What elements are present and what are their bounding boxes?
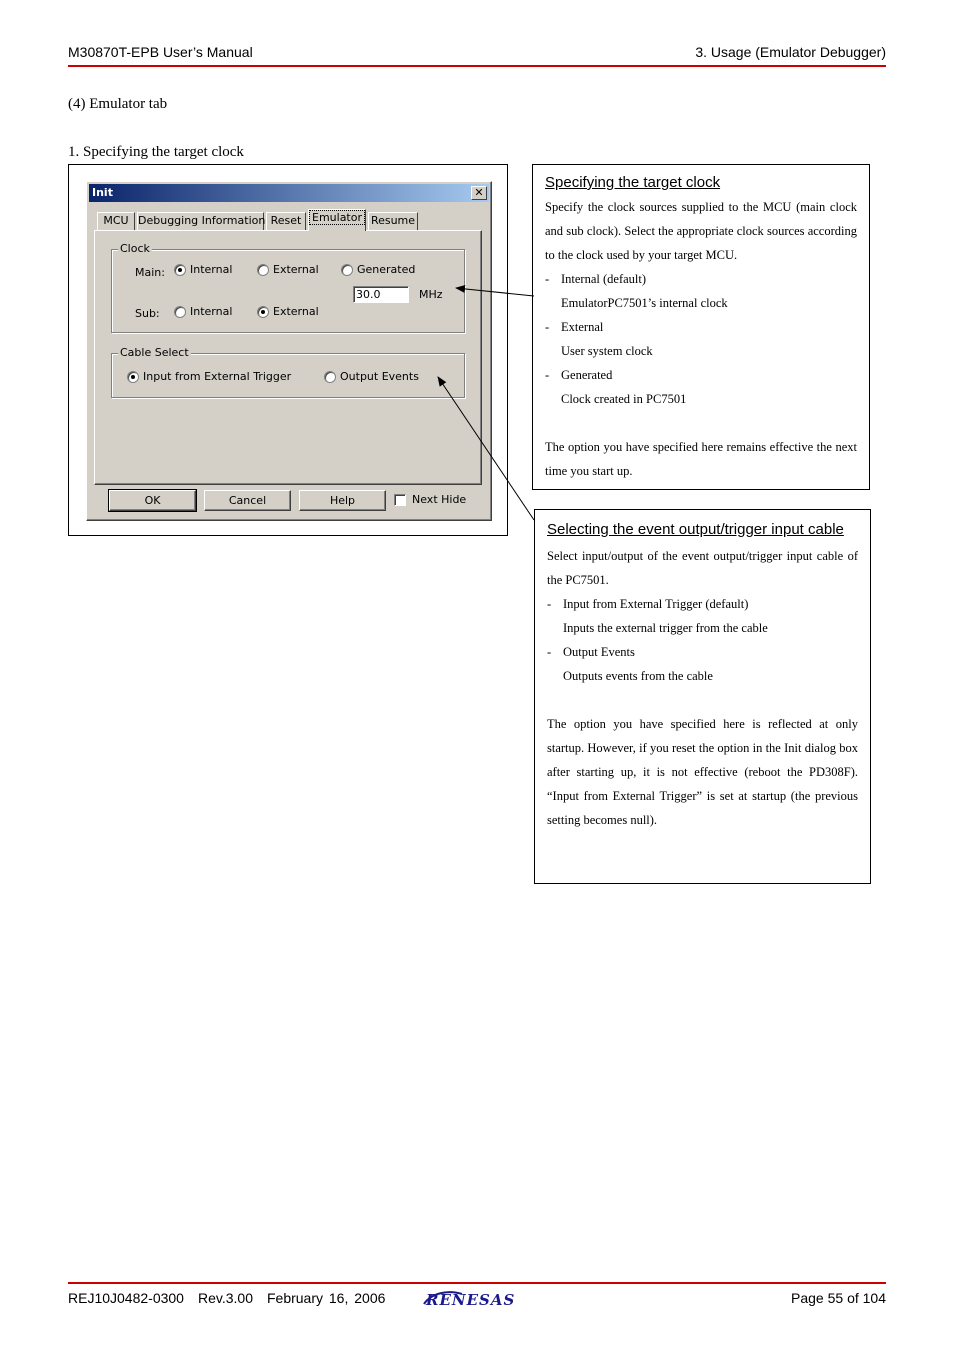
callout-clock-note: The option you have specified here remains effective the next time you start up. <box>545 440 857 478</box>
callout-cable-note: The option you have specified here is reflected at only startup. However, if you reset the option in the Init dialog box after starting up, it is not effective (reboot the PD308F). “Input from External Trigger” is set at startup (the previous setting becomes null). <box>547 717 858 827</box>
next-hide-label: Next Hide <box>412 493 467 506</box>
cable-item-output: Output Events <box>563 645 635 659</box>
list-item: - Input from External Trigger (default) <box>547 597 749 611</box>
frequency-unit-label: MHz <box>419 288 443 301</box>
clock-item-internal-desc: EmulatorPC7501’s internal clock <box>561 296 728 310</box>
header-chapter-title: 3. Usage (Emulator Debugger) <box>695 44 886 60</box>
logo-text: RENESAS <box>426 1291 516 1309</box>
renesas-logo <box>422 1288 534 1310</box>
main-clock-label: Main: <box>135 266 165 279</box>
ok-button[interactable]: OK <box>109 490 196 511</box>
list-item: - Generated <box>545 368 613 382</box>
footer-revision: Rev.3.00 <box>197 1290 253 1306</box>
cable-item-input-desc: Inputs the external trigger from the cable <box>563 621 768 635</box>
footer-page-number: Page 55 of 104 <box>791 1290 886 1306</box>
list-item: - Output Events <box>547 645 635 659</box>
main-internal-label: Internal <box>190 263 233 276</box>
callout-clock-title: Specifying the target clock <box>545 174 721 191</box>
footer-doc-number: REJ10J0482-0300 <box>68 1290 184 1306</box>
subsection-title: 1. Specifying the target clock <box>68 144 244 160</box>
callout-clock-intro: Specify the clock sources supplied to the MCU (main clock and sub clock). Select the appropriate clock sources according to the clock used by your target MCU. <box>545 200 857 262</box>
cable-item-output-desc: Outputs events from the cable <box>563 669 713 683</box>
close-icon[interactable]: ✕ <box>471 186 487 200</box>
cable-arrow <box>438 377 534 520</box>
callout-cable-intro: Select input/output of the event output/trigger input cable of the PC7501. <box>547 549 858 587</box>
tab-debugging-information-label: Debugging Information <box>138 214 266 227</box>
clock-item-external: External <box>561 320 604 334</box>
cable-item-input: Input from External Trigger (default) <box>563 597 749 611</box>
dialog-title: Init <box>92 186 113 199</box>
clock-arrow <box>456 288 534 296</box>
footer-date: February 16, 2006 <box>266 1290 386 1306</box>
frequency-input[interactable]: 30.0 <box>353 286 409 303</box>
list-item: - External <box>545 320 604 334</box>
tab-mcu-label: MCU <box>103 214 129 227</box>
header-manual-title: M30870T-EPB User’s Manual <box>68 44 253 60</box>
sub-external-label: External <box>273 305 319 318</box>
section-title: (4) Emulator tab <box>68 96 168 112</box>
tab-emulator-label: Emulator <box>312 211 362 224</box>
main-generated-label: Generated <box>357 263 416 276</box>
callout-cable-title: Selecting the event output/trigger input cable <box>547 521 844 538</box>
list-item: - Internal (default) <box>545 272 647 286</box>
cable-select-group-title: Cable Select <box>120 346 189 359</box>
cancel-button[interactable]: Cancel <box>204 490 291 511</box>
help-button[interactable]: Help <box>299 490 386 511</box>
tab-reset-label: Reset <box>270 214 302 227</box>
sub-internal-label: Internal <box>190 305 233 318</box>
tab-resume-label: Resume <box>370 214 416 227</box>
input-external-trigger-label: Input from External Trigger <box>143 370 292 383</box>
clock-item-internal: Internal (default) <box>561 272 647 286</box>
footer-doc-info <box>68 1290 399 1306</box>
clock-item-generated-desc: Clock created in PC7501 <box>561 392 687 406</box>
tab-emulator[interactable] <box>308 209 366 231</box>
footer-rule <box>68 1282 886 1284</box>
output-events-label: Output Events <box>340 370 419 383</box>
clock-item-external-desc: User system clock <box>561 344 653 358</box>
main-external-label: External <box>273 263 319 276</box>
clock-group-title: Clock <box>120 242 150 255</box>
sub-clock-label: Sub: <box>135 307 160 320</box>
clock-item-generated: Generated <box>561 368 613 382</box>
